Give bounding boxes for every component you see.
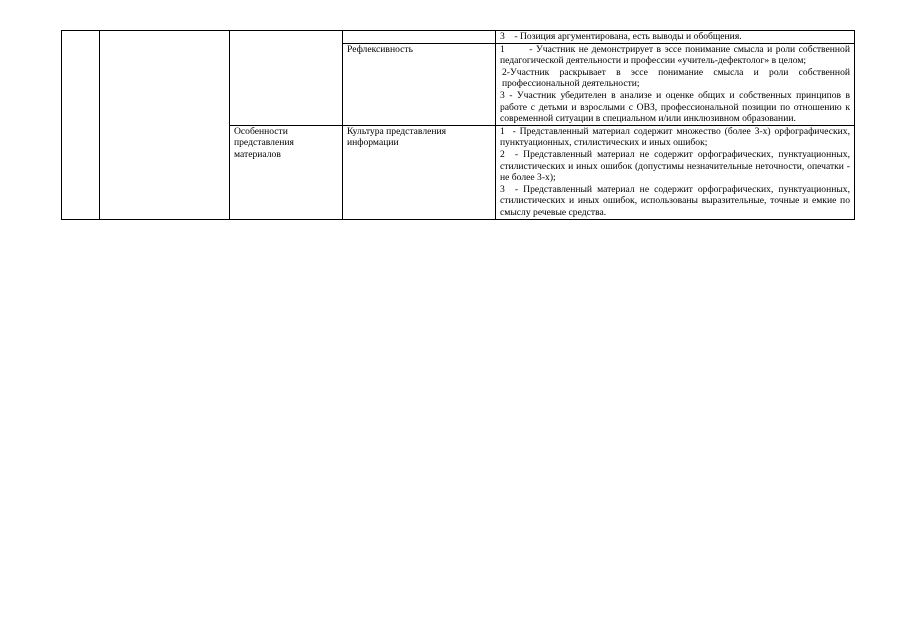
level-text: - Позиция аргументирована, есть выводы и обобщения. (514, 31, 742, 42)
blank-cell-col2 (100, 31, 230, 220)
level-item (500, 90, 850, 125)
level-item (500, 149, 850, 184)
level-number: 3 (500, 31, 505, 42)
criterion-cell: Культура представления информации (343, 125, 496, 219)
levels-cell (496, 43, 855, 125)
level-item (500, 31, 850, 43)
level-text: - Представленный материал не содержит орфографических, пунктуационных, стилистических и иных ошибок (допустимы незначительные неточности, опечатки - не более 3-х); (500, 148, 851, 184)
category-cell: Особенности представления материалов (230, 125, 343, 219)
criterion-cell (343, 31, 496, 44)
level-number: 3 (500, 183, 505, 195)
levels-cell (496, 125, 855, 219)
level-text: - Представленный материал содержит множество (более 3-х) орфографических, пунктуационных, стилистических и иных ошибок; (500, 125, 850, 149)
level-item (500, 184, 850, 219)
level-number: 1 (500, 125, 505, 137)
level-number: 1 (500, 43, 505, 55)
category-cell-empty (230, 31, 343, 126)
level-item (500, 126, 850, 149)
level-item (500, 67, 850, 90)
levels-cell (496, 31, 855, 44)
criteria-table (61, 30, 855, 220)
blank-cell-col1 (62, 31, 100, 220)
level-text: - Представленный материал не содержит орфографических, пунктуационных, стилистических и иных ошибок, использованы выразительные, точные и емкие по смыслу речевые средства. (500, 183, 851, 218)
level-number: 3 (500, 89, 505, 101)
table-row (62, 31, 855, 44)
level-text: - Участник не демонстрирует в эссе понимание смысла и роли собственной педагогической деятельности и профессии «учитель-дефектолог» в целом; (500, 43, 850, 67)
level-number: 2 (500, 148, 505, 160)
level-text: - Участник убедителен в анализе и оценке общих и собственных принципов в работе с детьми и взрослыми с ОВЗ, профессиональной позиции по отношению к современной ситуации в специальном и/или инклюзивном образовании. (500, 89, 850, 125)
level-text: -Участник раскрывает в эссе понимание смысла и роли собственной профессиональной деятельности; (502, 66, 850, 90)
criterion-cell: Рефлексивность (343, 43, 496, 125)
level-item (500, 44, 850, 67)
level-number: 2 (502, 66, 507, 78)
